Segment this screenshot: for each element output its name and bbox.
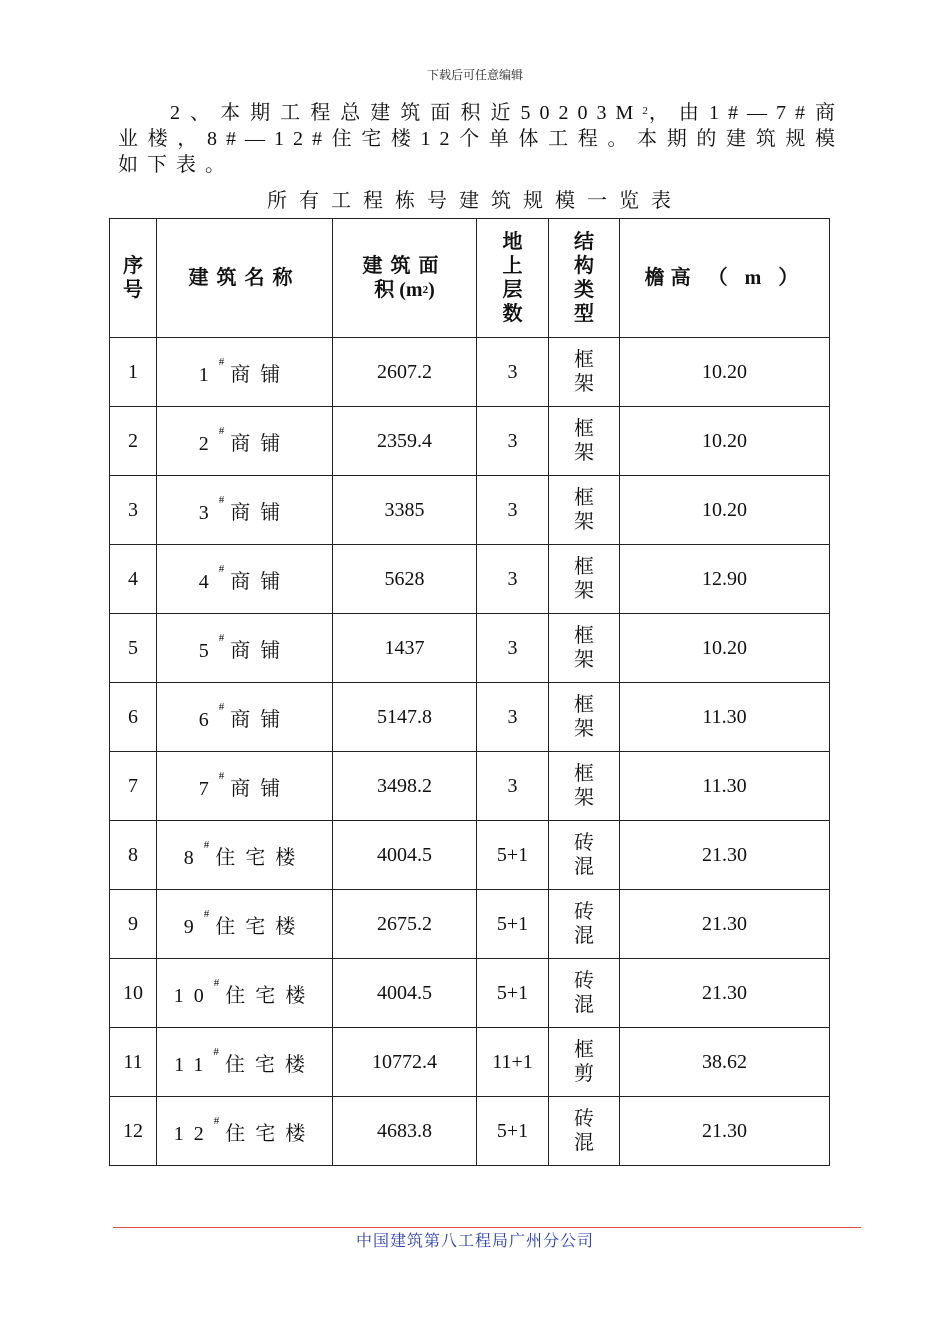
header-index-char: 序 — [123, 255, 143, 277]
cell-height: 38.62 — [620, 1028, 830, 1097]
cell-height: 11.30 — [620, 752, 830, 821]
table-row — [110, 476, 830, 545]
header-structure-char: 结 — [574, 231, 594, 253]
structure-char: 框 — [574, 418, 594, 440]
cell-building-name — [157, 890, 333, 959]
cell-structure — [549, 545, 620, 614]
cell-floors: 5+1 — [477, 959, 549, 1028]
building-mark: # — [218, 355, 225, 368]
header-name: 建筑名称 — [157, 219, 333, 338]
building-type: 商铺 — [230, 708, 291, 731]
structure-char: 剪 — [574, 1063, 594, 1085]
building-mark: # — [213, 1045, 219, 1058]
table-row — [110, 545, 830, 614]
building-type: 住宅楼 — [225, 984, 316, 1007]
cell-index: 1 — [110, 338, 157, 407]
cell-floors: 5+1 — [477, 821, 549, 890]
cell-building-name — [157, 545, 333, 614]
cell-floors: 5+1 — [477, 1097, 549, 1166]
cell-area: 2607.2 — [333, 338, 477, 407]
structure-char: 架 — [574, 442, 594, 464]
cell-height: 21.30 — [620, 959, 830, 1028]
cell-height: 10.20 — [620, 476, 830, 545]
cell-index: 12 — [110, 1097, 157, 1166]
header-area-prefix: 积 (m — [374, 279, 423, 301]
cell-index: 3 — [110, 476, 157, 545]
structure-char: 混 — [574, 994, 594, 1016]
building-number: 7 — [198, 777, 219, 800]
header-area-line1: 建筑面 — [362, 255, 447, 277]
building-mark: # — [218, 769, 225, 782]
cell-area: 5628 — [333, 545, 477, 614]
cell-area: 5147.8 — [333, 683, 477, 752]
cell-area: 10772.4 — [333, 1028, 477, 1097]
cell-height: 12.90 — [620, 545, 830, 614]
building-number: 12 — [173, 1122, 214, 1145]
cell-area: 4004.5 — [333, 959, 477, 1028]
footer-company-name: 中国建筑第八工程局广州分公司 — [355, 1233, 594, 1250]
cell-structure — [549, 1028, 620, 1097]
header-note: 下载后可任意编辑 — [426, 68, 523, 82]
table-row — [110, 1097, 830, 1166]
cell-floors: 3 — [477, 407, 549, 476]
cell-floors: 3 — [477, 338, 549, 407]
cell-floors: 3 — [477, 614, 549, 683]
structure-char: 混 — [574, 856, 594, 878]
cell-area: 4004.5 — [333, 821, 477, 890]
cell-index: 5 — [110, 614, 157, 683]
cell-height: 21.30 — [620, 890, 830, 959]
cell-height: 21.30 — [620, 821, 830, 890]
cell-index: 11 — [110, 1028, 157, 1097]
paragraph-superscript: 2 — [642, 105, 648, 117]
cell-height: 11.30 — [620, 683, 830, 752]
building-number: 6 — [198, 708, 219, 731]
building-type: 商铺 — [230, 777, 291, 800]
cell-index: 10 — [110, 959, 157, 1028]
building-scale-table — [109, 218, 830, 1166]
cell-height: 10.20 — [620, 614, 830, 683]
table-row — [110, 683, 830, 752]
header-structure-char: 型 — [574, 303, 594, 325]
structure-char: 框 — [574, 763, 594, 785]
cell-structure — [549, 476, 620, 545]
building-number: 3 — [198, 501, 219, 524]
structure-char: 混 — [574, 925, 594, 947]
building-type: 住宅楼 — [224, 1053, 315, 1076]
cell-height: 10.20 — [620, 338, 830, 407]
cell-building-name — [157, 1028, 333, 1097]
cell-area: 2675.2 — [333, 890, 477, 959]
cell-index: 4 — [110, 545, 157, 614]
cell-index: 2 — [110, 407, 157, 476]
cell-building-name — [157, 614, 333, 683]
structure-char: 框 — [574, 1039, 594, 1061]
header-floors-char: 数 — [502, 303, 523, 325]
cell-floors: 5+1 — [477, 890, 549, 959]
header-area-superscript: 2 — [422, 284, 429, 296]
header-floors-char: 上 — [502, 255, 523, 277]
table-header-row — [110, 219, 830, 338]
cell-index: 6 — [110, 683, 157, 752]
cell-structure — [549, 1097, 620, 1166]
header-floors-char: 地 — [502, 231, 523, 253]
cell-building-name — [157, 1097, 333, 1166]
building-type: 商铺 — [230, 570, 291, 593]
header-area-suffix: ) — [428, 279, 435, 301]
header-index — [110, 219, 157, 338]
cell-structure — [549, 407, 620, 476]
cell-floors: 11+1 — [477, 1028, 549, 1097]
cell-building-name — [157, 821, 333, 890]
paragraph-text-start: 2、本期工程总建筑面积近50203M — [170, 102, 643, 124]
building-mark: # — [213, 976, 220, 989]
cell-structure — [549, 752, 620, 821]
building-mark: # — [218, 493, 225, 506]
table-row — [110, 890, 830, 959]
table-row — [110, 338, 830, 407]
header-area-line2 — [333, 278, 476, 302]
building-mark: # — [213, 1114, 220, 1127]
building-type: 住宅楼 — [215, 915, 306, 938]
structure-char: 砖 — [574, 832, 594, 854]
table-row — [110, 959, 830, 1028]
table-row — [110, 821, 830, 890]
cell-floors: 3 — [477, 476, 549, 545]
intro-paragraph — [118, 100, 844, 178]
structure-char: 框 — [574, 556, 594, 578]
building-mark: # — [218, 700, 225, 713]
structure-char: 架 — [574, 373, 594, 395]
header-floors-char: 层 — [502, 279, 523, 301]
building-mark: # — [203, 907, 210, 920]
structure-char: 架 — [574, 511, 594, 533]
structure-char: 混 — [574, 1132, 594, 1154]
cell-building-name — [157, 959, 333, 1028]
cell-structure — [549, 821, 620, 890]
building-type: 住宅楼 — [225, 1122, 316, 1145]
building-mark: # — [203, 838, 210, 851]
cell-area: 1437 — [333, 614, 477, 683]
cell-structure — [549, 683, 620, 752]
structure-char: 架 — [574, 787, 594, 809]
structure-char: 架 — [574, 718, 594, 740]
cell-area: 4683.8 — [333, 1097, 477, 1166]
header-structure-char: 类 — [574, 279, 594, 301]
building-mark: # — [218, 562, 225, 575]
cell-index: 7 — [110, 752, 157, 821]
header-structure — [549, 219, 620, 338]
structure-char: 架 — [574, 580, 594, 602]
building-type: 商铺 — [230, 501, 291, 524]
building-number: 4 — [198, 570, 219, 593]
building-number: 10 — [173, 984, 214, 1007]
table-row — [110, 614, 830, 683]
header-area — [333, 219, 477, 338]
cell-area: 3498.2 — [333, 752, 477, 821]
building-mark: # — [218, 631, 225, 644]
header-height: 檐高 （ m ） — [620, 219, 830, 338]
structure-char: 框 — [574, 694, 594, 716]
cell-area: 2359.4 — [333, 407, 477, 476]
cell-building-name — [157, 683, 333, 752]
table-row — [110, 752, 830, 821]
building-number: 2 — [198, 432, 219, 455]
building-number: 11 — [174, 1053, 214, 1076]
table-title: 所有工程栋号建筑规模一览表 — [267, 190, 683, 212]
cell-building-name — [157, 338, 333, 407]
building-number: 1 — [198, 363, 219, 386]
cell-index: 8 — [110, 821, 157, 890]
structure-char: 框 — [574, 349, 594, 371]
cell-building-name — [157, 476, 333, 545]
cell-structure — [549, 338, 620, 407]
cell-building-name — [157, 407, 333, 476]
building-number: 5 — [198, 639, 219, 662]
structure-char: 砖 — [574, 901, 594, 923]
cell-structure — [549, 890, 620, 959]
structure-char: 架 — [574, 649, 594, 671]
structure-char: 框 — [574, 625, 594, 647]
building-type: 商铺 — [230, 639, 291, 662]
building-number: 9 — [183, 915, 204, 938]
structure-char: 砖 — [574, 970, 594, 992]
structure-char: 框 — [574, 487, 594, 509]
header-index-char: 号 — [123, 279, 143, 301]
cell-area: 3385 — [333, 476, 477, 545]
header-floors — [477, 219, 549, 338]
building-mark: # — [218, 424, 225, 437]
header-structure-char: 构 — [574, 255, 594, 277]
table-row — [110, 1028, 830, 1097]
cell-building-name — [157, 752, 333, 821]
building-type: 商铺 — [230, 363, 291, 386]
table-row — [110, 407, 830, 476]
cell-structure — [549, 959, 620, 1028]
structure-char: 砖 — [574, 1108, 594, 1130]
cell-floors: 3 — [477, 545, 549, 614]
building-number: 8 — [183, 846, 204, 869]
cell-index: 9 — [110, 890, 157, 959]
building-type: 住宅楼 — [215, 846, 306, 869]
paragraph-text-end: ，由1#—7#商业楼，8#—12#住宅楼12个单体工程。本期的建筑规模如下表。 — [118, 102, 844, 176]
cell-structure — [549, 614, 620, 683]
cell-height: 21.30 — [620, 1097, 830, 1166]
building-type: 商铺 — [230, 432, 291, 455]
cell-floors: 3 — [477, 752, 549, 821]
cell-height: 10.20 — [620, 407, 830, 476]
cell-floors: 3 — [477, 683, 549, 752]
